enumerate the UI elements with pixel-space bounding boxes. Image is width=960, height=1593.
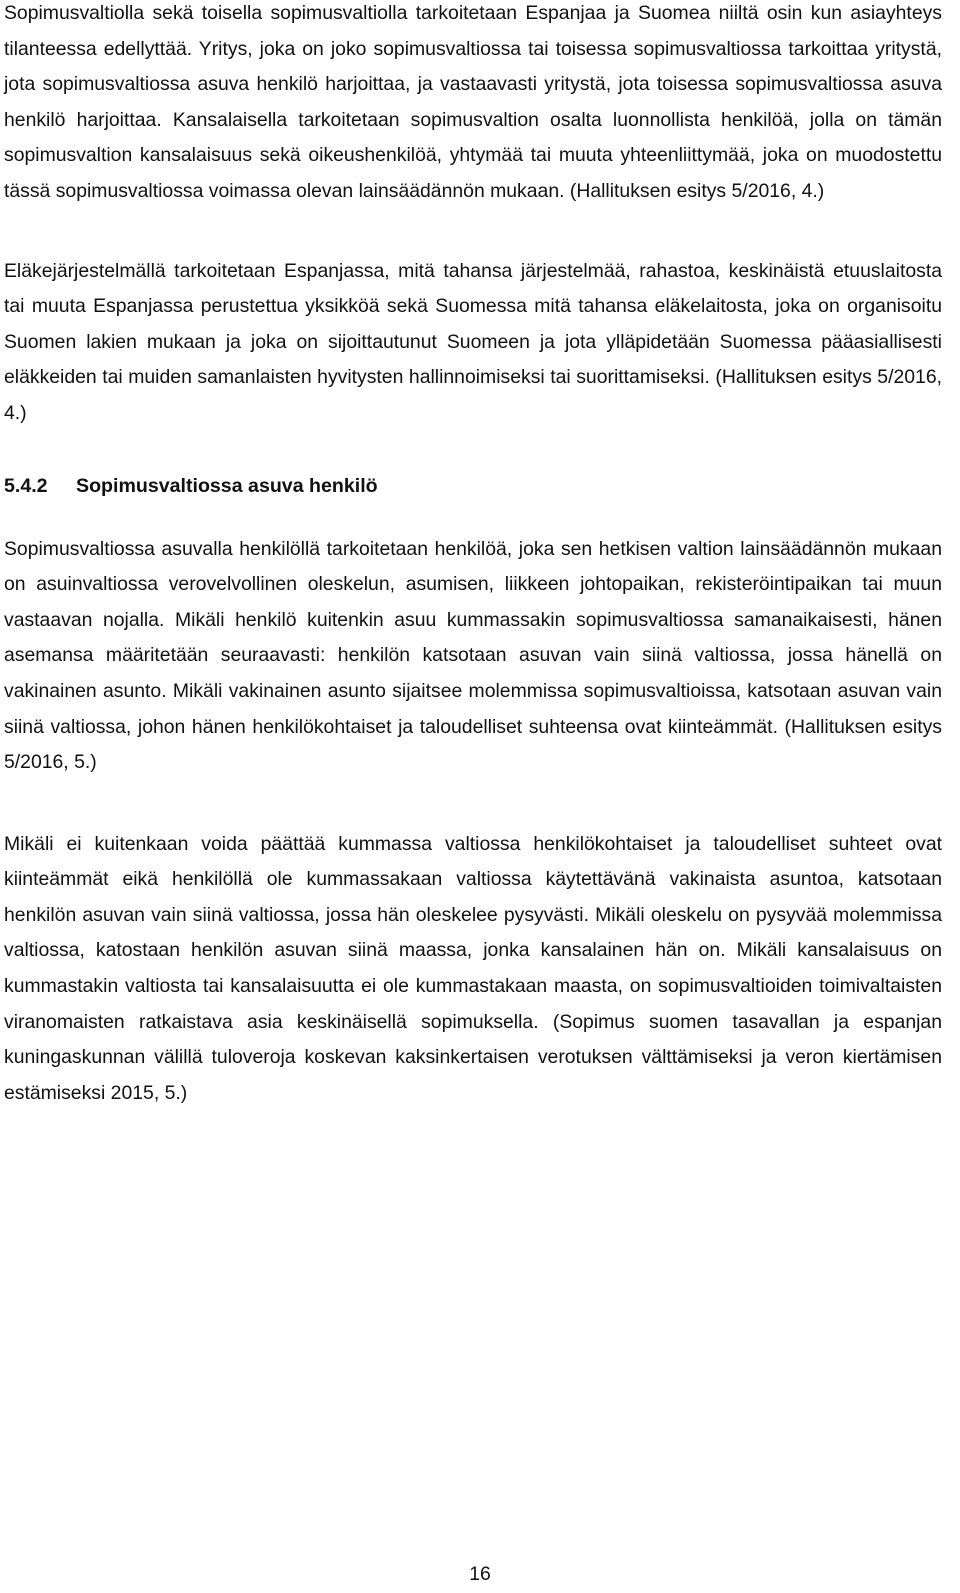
paragraph-definitions-contracting-state: Sopimusvaltiolla sekä toisella sopimusvaltiolla tarkoitetaan Espanjaa ja Suomea niiltä osin kun asiayhteys tilanteessa edellyttää. Yritys, joka on joko sopimusvaltiossa tai toisessa sopimusvaltiossa tarkoittaa yritystä, jota sopimusvaltiossa asuva henkilö harjoittaa, ja vastaavasti yritystä, jota toisessa sopimusvaltiossa asuva henkilö harjoittaa. Kansalaisella tarkoitetaan sopimusvaltion osalta luonnollista henkilöä, jolla on tämän sopimusvaltion kansalaisuus sekä oikeushenkilöä, yhtymää tai muuta yhteenliittymää, joka on muodostettu tässä sopimusvaltiossa voimassa olevan lainsäädännön mukaan. (Hallituksen esitys 5/2016, 4.) — [4, 2, 942, 202]
paragraph-gap — [4, 500, 942, 532]
paragraph-gap — [4, 432, 942, 472]
paragraph-pension-scheme: Eläkejärjestelmällä tarkoitetaan Espanjassa, mitä tahansa järjestelmää, rahastoa, keskinäistä etuuslaitosta tai muuta Espanjassa perustettua yksikköä sekä Suomessa mitä tahansa eläkelaitosta, joka on organisoitu Suomen lakien mukaan ja joka on sijoittautunut Suomeen ja jota ylläpidetään Suomessa pääasiallisesti eläkkeiden tai muiden samanlaisten hyvitysten hallinnoimiseksi tai suorittamiseksi. (Hallituksen esitys 5/2016, 4.) — [4, 259, 942, 424]
page-content — [4, 0, 942, 1111]
section-title: Sopimusvaltiossa asuva henkilö — [76, 474, 378, 497]
paragraph-tie-breaker-rules: Mikäli ei kuitenkaan voida päättää kummassa valtiossa henkilökohtaiset ja taloudelliset suhteet ovat kiinteämmät eikä henkilöllä ole kummassakaan valtiossa käytettävänä vakinaista asuntoa, katsotaan henkilön asuvan vain siinä valtiossa, jossa hän oleskelee pysyvästi. Mikäli oleskelu on pysyvää molemmissa valtiossa, katostaan henkilön asuvan siinä maassa, jonka kansalainen hän on. Mikäli kansalaisuus on kummastakin valtiosta tai kansalaisuutta ei ole kummastakaan maasta, on sopimusvaltioiden toimivaltaisten viranomaisten ratkaistava asia keskinäisellä sopimuksella. (Sopimus suomen tasavallan ja espanjan kuningaskunnan välillä tuloveroja koskevan kaksinkertaisen verotuksen välttämiseksi ja veron kiertämisen estämiseksi 2015, 5.) — [4, 832, 942, 1104]
section-number: 5.4.2 — [4, 474, 48, 497]
paragraph-resident-person: Sopimusvaltiossa asuvalla henkilöllä tarkoitetaan henkilöä, joka sen hetkisen valtion lainsäädännön mukaan on asuinvaltiossa verovelvollinen oleskelun, asumisen, liikkeen johtopaikan, rekisteröintipaikan tai muun vastaavan nojalla. Mikäli henkilö kuitenkin asuu kummassakin sopimusvaltiossa samanaikaisesti, hänen asemansa määritetään seuraavasti: henkilön katsotaan asuvan vain siinä valtiossa, jossa hänellä on vakinainen asunto. Mikäli vakinainen asunto sijaitsee molemmissa sopimusvaltioissa, katsotaan asuvan vain siinä valtiossa, johon hänen henkilökohtaiset ja taloudelliset suhteensa ovat kiinteämmät. (Hallituksen esitys 5/2016, 5.) — [4, 537, 942, 774]
paragraph-gap — [4, 781, 942, 827]
page-number: 16 — [469, 1563, 491, 1585]
section-heading — [4, 472, 942, 500]
paragraph-gap — [4, 210, 942, 254]
